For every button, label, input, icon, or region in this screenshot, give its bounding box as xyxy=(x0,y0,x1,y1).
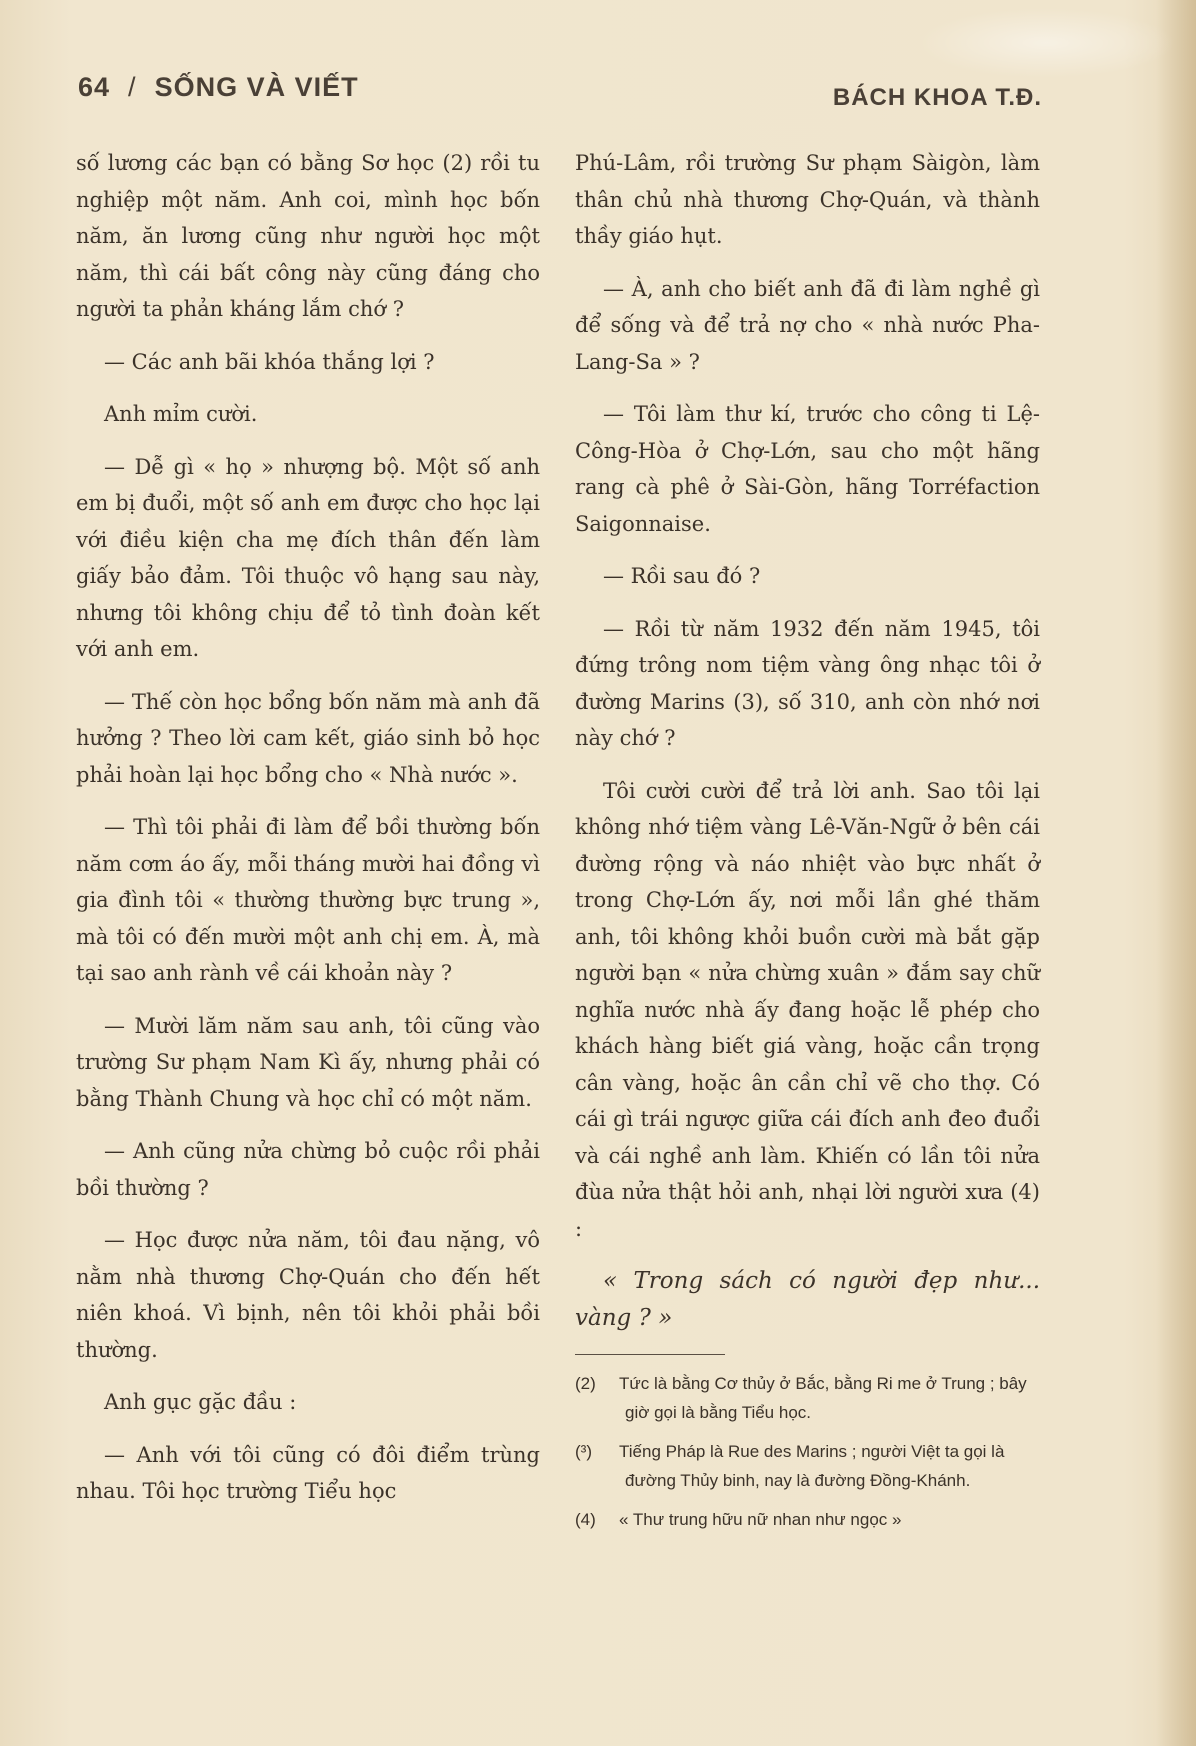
quote: « Trong sách có người đẹp như... vàng ? » xyxy=(575,1268,1040,1331)
paragraph: — À, anh cho biết anh đã đi làm nghề gì để sống và để trả nợ cho « nhà nước Pha-Lang-Sa » ? xyxy=(575,276,1040,374)
paragraph: Anh mỉm cười. xyxy=(104,402,258,426)
section-title: SỐNG VÀ VIẾT xyxy=(154,72,359,102)
footnote-number: (2) xyxy=(575,1374,596,1393)
paragraph: Phú-Lâm, rồi trường Sư phạm Sàigòn, làm thân chủ nhà thương Chợ-Quán, và thành thầy giáo hụt. xyxy=(575,151,1040,248)
paragraph: — Anh cũng nửa chừng bỏ cuộc rồi phải bồi thường ? xyxy=(76,1139,540,1200)
paragraph: — Rồi từ năm 1932 đến năm 1945, tôi đứng trông nom tiệm vàng ông nhạc tôi ở đường Marins (3), số 310, anh còn nhớ nơi này chớ ? xyxy=(575,616,1040,750)
journal-title: BÁCH KHOA T.Đ. xyxy=(832,84,1042,111)
paper-stain xyxy=(1156,0,1196,1746)
paragraph: — Thế còn học bổng bốn năm mà anh đã hưởng ? Theo lời cam kết, giáo sinh bỏ học phải hoàn lại học bổng cho « Nhà nước ». xyxy=(76,689,540,787)
footnote xyxy=(575,1369,1040,1427)
right-column xyxy=(575,145,1040,1544)
paragraph: Anh gục gặc đầu : xyxy=(104,1390,297,1414)
page-number: 64 xyxy=(78,72,111,102)
paragraph: — Mười lăm năm sau anh, tôi cũng vào trường Sư phạm Nam Kì ấy, nhưng phải có bằng Thành Chung và học chỉ có một năm. xyxy=(76,1013,540,1111)
running-header-left xyxy=(78,72,359,103)
paragraph: — Tôi làm thư kí, trước cho công ti Lệ-Công-Hòa ở Chợ-Lớn, sau cho một hãng rang cà phê ở Sài-Gòn, hãng Torréfaction Saigonnaise. xyxy=(575,402,1040,536)
footnote-text: Tức là bằng Cơ thủy ở Bắc, bằng Ri me ở Trung ; bây giờ gọi là bằng Tiểu học. xyxy=(619,1374,1027,1422)
paragraph: Tôi cười cười để trả lời anh. Sao tôi lại không nhớ tiệm vàng Lê-Văn-Ngữ ở bên cái đường rộng và náo nhiệt vào bực nhất ở trong Chợ-Lớn ấy, nơi mỗi lần ghé thăm anh, tôi không khỏi buồn cười mà bắt gặp người bạn « nửa chừng xuân » đắm say chữ nghĩa nước nhà ấy đang hoặc lễ phép cho khách hàng biết giá vàng, hoặc cần trọng cân vàng, hoặc ân cần chỉ vẽ cho thợ. Có cái gì trái ngược giữa cái đích anh đeo đuổi và cái nghề anh làm. Khiến có lần tôi nửa đùa nửa thật hỏi anh, nhại lời người xưa (4) : xyxy=(575,778,1040,1241)
paragraph: — Các anh bãi khóa thắng lợi ? xyxy=(104,349,435,374)
paragraph: — Thì tôi phải đi làm để bồi thường bốn năm cơm áo ấy, mỗi tháng mười hai đồng vì gia đình tôi « thường thường bực trung », mà tôi có đến mười một anh chị em. À, mà tại sao anh rành về cái khoản này ? xyxy=(76,815,540,985)
footnote-text: « Thư trung hữu nữ nhan như ngọc » xyxy=(619,1510,902,1529)
footnote xyxy=(575,1505,1040,1534)
footnote-number: (4) xyxy=(575,1510,596,1529)
paragraph: — Học được nửa năm, tôi đau nặng, vô nằm nhà thương Chợ-Quán cho đến hết niên khoá. Vì bịnh, nên tôi khỏi phải bồi thường. xyxy=(76,1228,540,1362)
paragraph: số lương các bạn có bằng Sơ học (2) rồi tu nghiệp một năm. Anh coi, mình học bốn năm, ăn lương cũng như người học một năm, thì cái bất công này cũng đáng cho người ta phản kháng lắm chớ ? xyxy=(76,151,540,321)
left-column xyxy=(76,145,540,1526)
header-separator: / xyxy=(128,72,137,102)
paper-stain-top xyxy=(916,8,1176,78)
footnote-number: (³) xyxy=(575,1442,592,1461)
footnote xyxy=(575,1437,1040,1495)
footnote-rule xyxy=(575,1354,725,1355)
footnote-text: Tiếng Pháp là Rue des Marins ; người Việt ta gọi là đường Thủy binh, nay là đường Đồng-Khánh. xyxy=(619,1442,1005,1490)
paragraph: — Anh với tôi cũng có đôi điểm trùng nhau. Tôi học trường Tiểu học xyxy=(76,1442,540,1503)
paragraph: — Rồi sau đó ? xyxy=(603,564,761,588)
paragraph: — Dễ gì « họ » nhượng bộ. Một số anh em bị đuổi, một số anh em được cho học lại với điều kiện cha mẹ đích thân đến làm giấy bảo đảm. Tôi thuộc vô hạng sau này, nhưng tôi không chịu để tỏ tình đoàn kết với anh em. xyxy=(76,454,540,661)
